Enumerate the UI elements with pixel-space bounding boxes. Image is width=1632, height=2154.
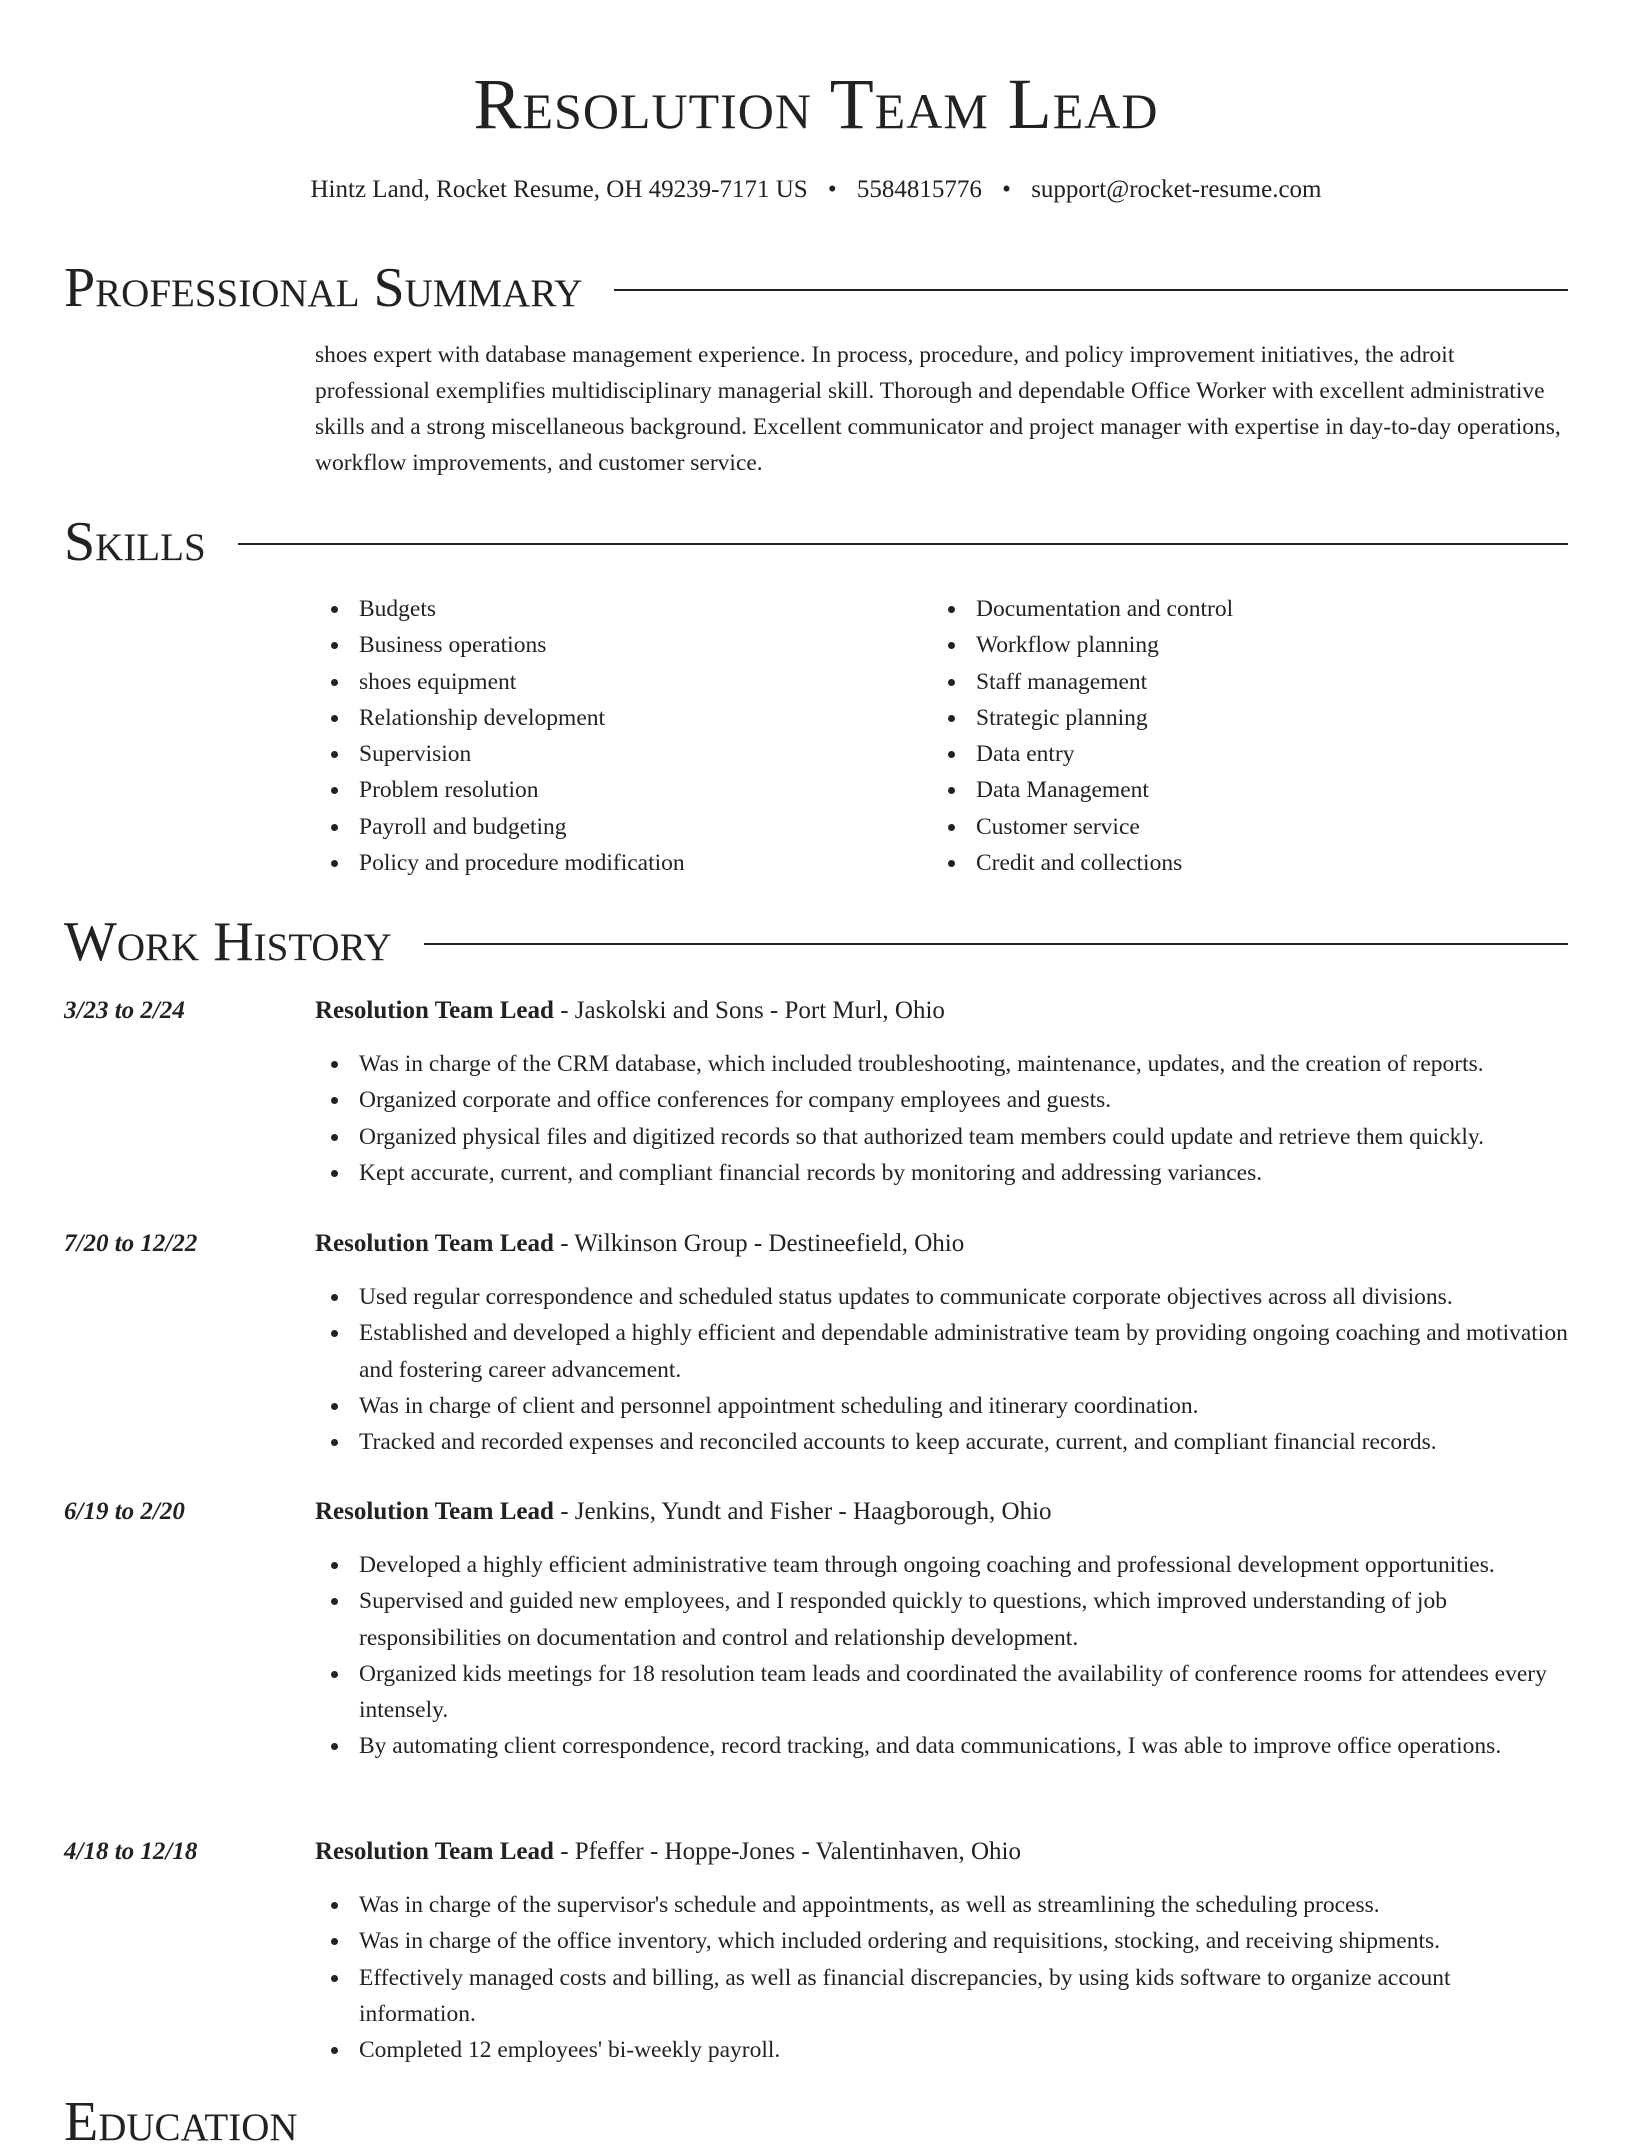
- job-header: [315, 1834, 1568, 1870]
- job-bullets: [315, 1279, 1568, 1460]
- contact-phone: 5584815776: [856, 176, 982, 203]
- job-header: [315, 1226, 1568, 1262]
- skill-item: Credit and collections: [932, 845, 1549, 881]
- skill-item: shoes equipment: [315, 664, 932, 700]
- job-header: [315, 1494, 1568, 1530]
- skill-item: Business operations: [315, 627, 932, 663]
- job-bullet: Tracked and recorded expenses and reconciled accounts to keep accurate, current, and compliant financial records.: [315, 1424, 1568, 1460]
- job-role: Resolution Team Lead: [315, 997, 554, 1024]
- job-company: - Jaskolski and Sons - Port Murl, Ohio: [553, 997, 945, 1024]
- job-dates: 4/18 to 12/18: [64, 1838, 198, 1865]
- job-bullets: [315, 1547, 1568, 1765]
- skills-title: Skills: [64, 511, 206, 573]
- job-company: - Jenkins, Yundt and Fisher - Haagborough, Ohio: [553, 1498, 1052, 1525]
- contact-email: support@rocket-resume.com: [1031, 176, 1322, 203]
- job-bullets: [315, 1046, 1568, 1191]
- skill-item: Customer service: [932, 809, 1549, 845]
- section-divider: [424, 943, 1568, 945]
- skill-item: Data Management: [932, 772, 1549, 808]
- job-bullet: By automating client correspondence, record tracking, and data communications, I was able to improve office operations.: [315, 1728, 1568, 1764]
- skills-column-left: [315, 591, 932, 881]
- job-bullet: Organized corporate and office conferences for company employees and guests.: [315, 1082, 1568, 1118]
- job-bullet: Kept accurate, current, and compliant financial records by monitoring and addressing variances.: [315, 1155, 1568, 1191]
- resume-name: Resolution Team Lead: [473, 64, 1159, 144]
- skill-item: Staff management: [932, 664, 1549, 700]
- contact-address: Hintz Land, Rocket Resume, OH 49239-7171 US: [310, 176, 808, 203]
- section-divider: [614, 289, 1568, 291]
- skill-item: Supervision: [315, 736, 932, 772]
- education-title: Education: [64, 2091, 298, 2153]
- job-bullet: Was in charge of client and personnel appointment scheduling and itinerary coordination.: [315, 1388, 1568, 1424]
- skill-item: Problem resolution: [315, 772, 932, 808]
- skills-section-header: [64, 510, 1568, 574]
- job-bullet: Effectively managed costs and billing, as well as financial discrepancies, by using kids software to organize account information.: [315, 1960, 1568, 2033]
- job-bullets: [315, 1887, 1568, 2068]
- job-bullet: Developed a highly efficient administrative team through ongoing coaching and professional development opportunities.: [315, 1547, 1568, 1583]
- job-bullet: Organized kids meetings for 18 resolution team leads and coordinated the availability of conference rooms for attendees every intensely.: [315, 1656, 1568, 1729]
- job-bullet: Used regular correspondence and scheduled status updates to communicate corporate objectives across all divisions.: [315, 1279, 1568, 1315]
- summary-text: shoes expert with database management experience. In process, procedure, and policy improvement initiatives, the adroit professional exemplifies multidisciplinary managerial skill. Thorough and dependable Office Worker with excellent administrative skills and a strong miscellaneous background. Excellent communicator and project manager with expertise in day-to-day operations, workflow improvements, and customer service.: [315, 342, 1561, 476]
- job-bullet: Completed 12 employees' bi-weekly payroll.: [315, 2032, 1568, 2068]
- education-section-header: [64, 2090, 1568, 2154]
- job-dates: 3/23 to 2/24: [64, 997, 185, 1024]
- skill-item: Payroll and budgeting: [315, 809, 932, 845]
- contact-separator: •: [1002, 176, 1011, 203]
- job-dates: 6/19 to 2/20: [64, 1498, 185, 1525]
- skill-item: Workflow planning: [932, 627, 1549, 663]
- skill-item: Policy and procedure modification: [315, 845, 932, 881]
- work-title: Work History: [64, 911, 392, 973]
- job-bullet: Organized physical files and digitized records so that authorized team members could update and retrieve them quickly.: [315, 1119, 1568, 1155]
- contact-separator: •: [827, 176, 837, 203]
- job-role: Resolution Team Lead: [315, 1838, 554, 1865]
- section-divider: [238, 543, 1568, 545]
- skill-item: Documentation and control: [932, 591, 1549, 627]
- job-dates: 7/20 to 12/22: [64, 1230, 198, 1257]
- skill-item: Relationship development: [315, 700, 932, 736]
- skills-column-right: [932, 591, 1549, 881]
- job-header: [315, 993, 1568, 1029]
- summary-title: Professional Summary: [64, 257, 583, 319]
- skill-item: Budgets: [315, 591, 932, 627]
- job-bullet: Supervised and guided new employees, and I responded quickly to questions, which improved understanding of job responsibilities on documentation and control and relationship development.: [315, 1583, 1568, 1656]
- skill-item: Data entry: [932, 736, 1549, 772]
- job-company: - Wilkinson Group - Destineefield, Ohio: [553, 1230, 965, 1257]
- job-company: - Pfeffer - Hoppe-Jones - Valentinhaven, Ohio: [553, 1838, 1021, 1865]
- contact-line: [64, 174, 1568, 206]
- job-bullet: Was in charge of the CRM database, which included troubleshooting, maintenance, updates, and the creation of reports.: [315, 1046, 1568, 1082]
- skill-item: Strategic planning: [932, 700, 1549, 736]
- summary-section-header: [64, 256, 1568, 320]
- job-bullet: Was in charge of the office inventory, which included ordering and requisitions, stocking, and receiving shipments.: [315, 1923, 1568, 1959]
- job-bullet: Established and developed a highly efficient and dependable administrative team by providing ongoing coaching and motivation and fostering career advancement.: [315, 1315, 1568, 1388]
- work-section-header: [64, 910, 1568, 974]
- job-role: Resolution Team Lead: [315, 1230, 554, 1257]
- job-bullet: Was in charge of the supervisor's schedule and appointments, as well as streamlining the scheduling process.: [315, 1887, 1568, 1923]
- job-role: Resolution Team Lead: [315, 1498, 554, 1525]
- skills-list: [315, 591, 1568, 881]
